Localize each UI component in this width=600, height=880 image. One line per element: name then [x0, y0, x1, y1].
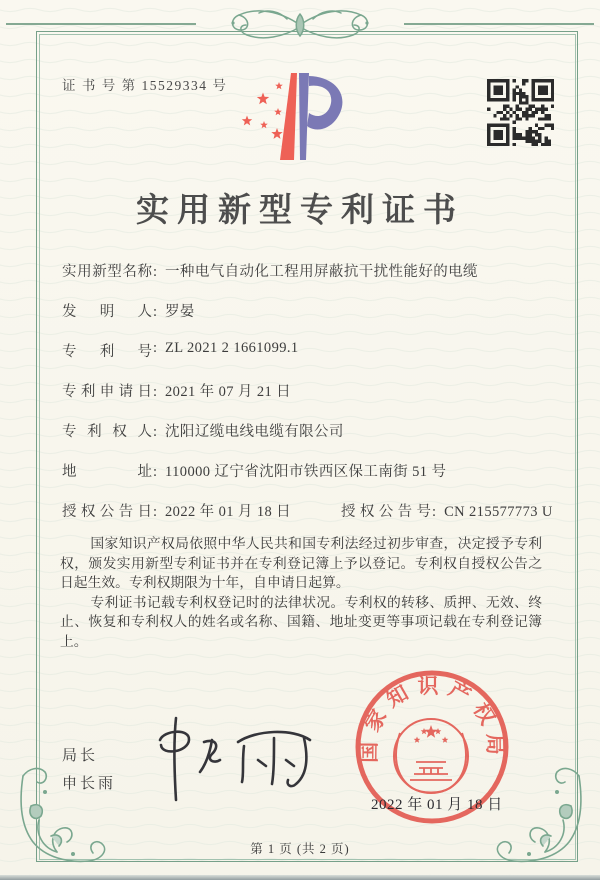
top-scroll-ornament-icon: [193, 1, 407, 49]
commissioner-name: 申长雨: [62, 776, 117, 792]
colon: :: [153, 304, 158, 320]
field-row-inventor: [62, 300, 548, 340]
colon: :: [153, 424, 158, 440]
colon: :: [153, 504, 158, 520]
legal-paragraph-2: 专利证书记载专利权登记时的法律状况。专利权的转移、质押、无效、终止、恢复和专利权人的姓名或名称、国籍、地址变更等事项记载在专利登记簿上。: [60, 594, 542, 649]
field-value: 2021 年 07 月 21 日: [165, 384, 292, 400]
field-label: 专利权人: [62, 424, 152, 440]
commissioner-title: 局长: [62, 748, 99, 764]
certificate-title: 实用新型专利证书: [136, 193, 464, 229]
field-row-filing-date: [62, 380, 548, 420]
legal-paragraph-1: 国家知识产权局依照中华人民共和国专利法经过初步审查，决定授予专利权，颁发实用新型专利证书并在专利登记簿上予以登记。专利权自授权公告之日起生效。专利权期限为十年，自申请日起算。: [60, 536, 542, 591]
colon: :: [153, 340, 158, 356]
legal-text: [60, 534, 542, 652]
field-row-patentee: [62, 420, 548, 460]
field-label: 授权公告日: [62, 504, 152, 520]
top-rule-left: [6, 23, 196, 25]
qr-code-icon: [487, 79, 554, 146]
field-label: 地址: [62, 464, 152, 480]
seal-text: 国家知识产权局: [356, 673, 508, 763]
field-label: 实用新型名称: [62, 264, 152, 280]
colon: :: [153, 464, 158, 480]
field-value: 2022 年 01 月 18 日: [165, 504, 292, 520]
field-value: 一种电气自动化工程用屏蔽抗干扰性能好的电缆: [165, 264, 478, 280]
page-number: 第 1 页 (共 2 页): [250, 842, 350, 856]
colon: :: [153, 384, 158, 400]
field-row-name: [62, 260, 548, 300]
field-label: 专利号: [62, 344, 152, 360]
photo-edge-shadow: [0, 875, 600, 880]
field-list: [62, 260, 553, 540]
field-value: 110000 辽宁省沈阳市铁西区保工南街 51 号: [165, 464, 447, 480]
field-row-address: [62, 460, 548, 500]
top-rule-right: [404, 23, 594, 25]
certificate-number: 证 书 号 第 15529334 号: [62, 78, 228, 93]
colon: :: [432, 504, 437, 520]
field-label: 专利申请日: [62, 384, 152, 400]
grant-date-stamp: 2022 年 01 月 18 日: [371, 797, 503, 813]
field-value: 罗晏: [165, 304, 195, 320]
field-value: 沈阳辽缆电线电缆有限公司: [165, 424, 344, 440]
colon: :: [153, 264, 158, 280]
field-value-grant-number: CN 215577773 U: [444, 504, 553, 520]
field-row-patent-number: [62, 340, 548, 380]
field-value: ZL 2021 2 1661099.1: [165, 340, 299, 356]
handwritten-signature-icon: [146, 712, 331, 807]
cnipa-logo-icon: [231, 68, 349, 166]
field-label: 发明人: [62, 304, 152, 320]
field-label-grant-number: 授权公告号: [341, 504, 432, 520]
